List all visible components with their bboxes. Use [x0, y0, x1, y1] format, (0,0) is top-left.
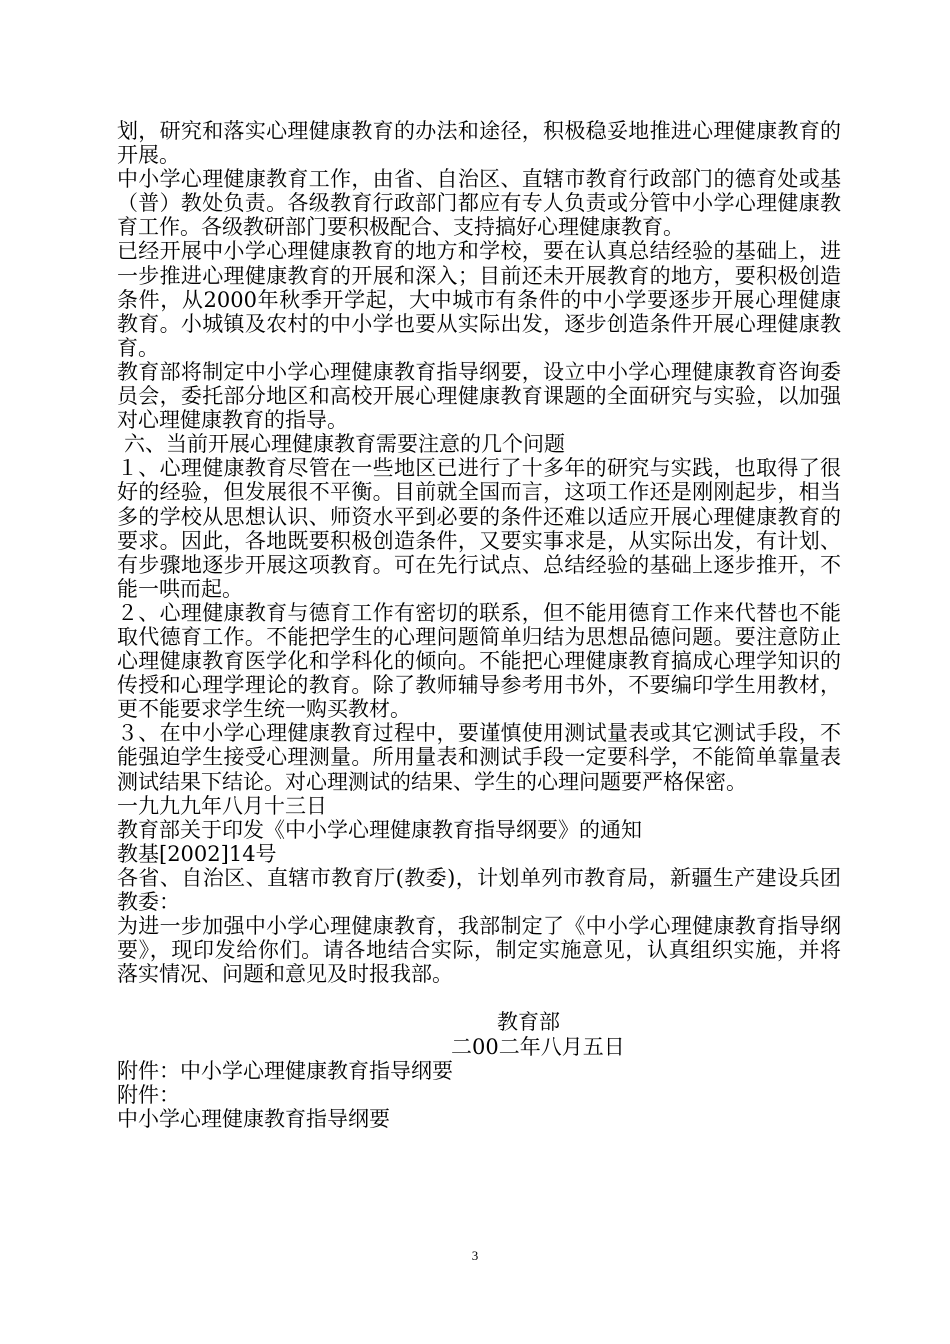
page-number: 3 — [471, 1248, 479, 1263]
document-body — [117, 119, 841, 1131]
blank-line — [117, 986, 841, 1010]
signoff-organization: 教育部 — [497, 1010, 560, 1035]
attachment-title: 中小学心理健康教育指导纲要 — [117, 1106, 390, 1131]
attachment-line: 附件：中小学心理健康教育指导纲要 — [117, 1058, 453, 1083]
notice-body: 为进一步加强中小学心理健康教育，我部制定了《中小学心理健康教育指导纲要》，现印发给你们。请各地结合实际，制定实施意见，认真组织实施，并将落实情况、问题和意见及时报我部。 — [117, 914, 841, 987]
signoff-date: 二00二年八月五日 — [451, 1034, 625, 1059]
document-number: 教基[2002]14号 — [117, 841, 277, 866]
addressees: 各省、自治区、直辖市教育厅(教委)，计划单列市教育局，新疆生产建设兵团教委： — [117, 865, 841, 914]
paragraph-point-2: ２、心理健康教育与德育工作有密切的联系，但不能用德育工作来代替也不能取代德育工作。不能把学生的心理问题简单归结为思想品德问题。要注意防止心理健康教育医学化和学科化的倾向。不能把心理健康教育搞成心理学知识的传授和心理学理论的教育。除了教师辅导参考用书外，不要编印学生用教材，更不能要求学生统一购买教材。 — [117, 600, 841, 722]
section-heading-six: 六、当前开展心理健康教育需要注意的几个问题 — [124, 432, 565, 457]
notice-title: 教育部关于印发《中小学心理健康教育指导纲要》的通知 — [117, 817, 642, 842]
paragraph-implementation: 已经开展中小学心理健康教育的地方和学校，要在认真总结经验的基础上，进一步推进心理健康教育的开展和深入；目前还未开展教育的地方，要积极创造条件，从2000年秋季开学起，大中城市有条件的中小学要逐步开展心理健康教育。小城镇及农村的中小学也要从实际出发，逐步创造条件开展心理健康教育。 — [117, 239, 841, 360]
attachment-label: 附件： — [117, 1082, 180, 1107]
paragraph-responsibility: 中小学心理健康教育工作，由省、自治区、直辖市教育行政部门的德育处或基（普）教处负责。各级教育行政部门都应有专人负责或分管中小学心理健康教育工作。各级教研部门要积极配合、支持搞好心理健康教育。 — [117, 167, 841, 240]
paragraph-point-3: ３、在中小学心理健康教育过程中，要谨慎使用测试量表或其它测试手段，不能强迫学生接受心理测量。所用量表和测试手段一定要科学，不能简单靠量表测试结果下结论。对心理测试的结果、学生的心理问题要严格保密。 — [117, 721, 841, 794]
paragraph-point-1: １、心理健康教育尽管在一些地区已进行了十多年的研究与实践，也取得了很好的经验，但发展很不平衡。目前就全国而言，这项工作还是刚刚起步，相当多的学校从思想认识、师资水平到必要的条件还难以适应开展心理健康教育的要求。因此，各地既要积极创造条件，又要实事求是，从实际出发，有计划、有步骤地逐步开展这项教育。可在先行试点、总结经验的基础上逐步推开，不能一哄而起。 — [117, 456, 841, 601]
date-line-1999: 一九九九年八月十三日 — [117, 793, 327, 818]
paragraph-ministry-plan: 教育部将制定中小学心理健康教育指导纲要，设立中小学心理健康教育咨询委员会，委托部分地区和高校开展心理健康教育课题的全面研究与实验，以加强对心理健康教育的指导。 — [117, 359, 841, 433]
paragraph-continuation: 划，研究和落实心理健康教育的办法和途径，积极稳妥地推进心理健康教育的开展。 — [117, 119, 841, 168]
